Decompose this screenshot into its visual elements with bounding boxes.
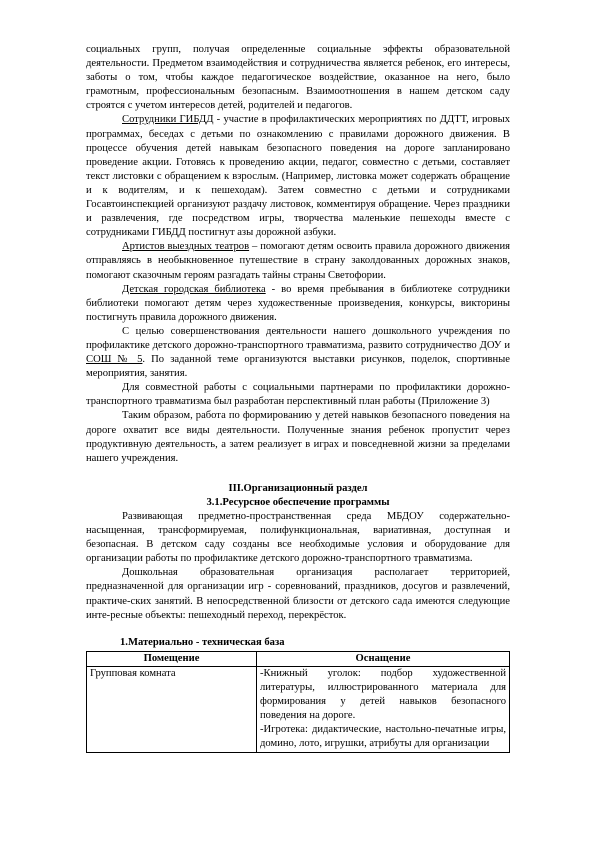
paragraph-theatre-text: – помогают детям освоить правила дорожного движения отправляясь в необыкновенное путешествие в страну заколдованных дорожных знаков, помогают сказочным героям разгадать тайны страны Светофории.: [86, 241, 510, 281]
section-subtitle: 3.1.Ресурсное обеспечение программы: [206, 496, 390, 508]
paragraph-environment: Развивающая предметно-пространственная среда МБДОУ содержательно-насыщенная, трансформируемая, полифункциональная, вариативная, доступная и безопасная. В детском саду созданы все необходимые условия и оборудование для организации работы по профилактике детского дорожно-транспортного травматизма.: [86, 511, 510, 565]
paragraph-library: [86, 283, 510, 325]
partner-school: СОШ № 5: [86, 354, 143, 366]
equipment-table: [86, 651, 510, 753]
paragraph-plan: Для совместной работы с социальными партнерами по профилактики дорожно-транспортного травматизма был разработан перспективный план работы (Приложение 3): [86, 382, 510, 408]
paragraph-territory: Дошкольная образовательная организация располагает территорией, предназначенной для организации игр - соревнований, праздников, досугов и развлечений, практиче-ских занятий. В непосредственной близости от детского сада имеются следующие инте-ресные объекты: пешеходный переход, перекрёсток.: [86, 567, 510, 621]
table-header-room: Помещение: [87, 651, 257, 666]
paragraph-gibdd-text: - участие в профилактических мероприятиях по ДДТТ, игровых программах, беседах с детьми по ознакомлению с правилами дорожного движения. В процессе обучения детей навыкам безопасного поведения на дороге запланировано проведение акции. Готовясь к проведению акции, педагог, совместно с детьми, составляет текст листовки с обращением к взрослым. (Например, листовка может содержать обращение и к водителям, и к пешеходам). Затем совместно с детьми и сотрудниками Госавтоинспекцией организуют раздачу листовок, комментируя обращение. Через праздники и развлечения, где посредством игры, творчества маленькие пешеходы вместе с сотрудниками ГИБДД постигнут азы дорожной азбуки.: [86, 114, 510, 239]
table-title: 1.Материально - техническая база: [120, 636, 285, 648]
paragraph-conclusion: Таким образом, работа по формированию у детей навыков безопасного поведения на дороге охватит все виды деятельности. Полученные знания ребенок пропустит через продуктивную деятельность, а затем реализует в играх и повседневной жизни за пределами нашего учреждения.: [86, 410, 510, 464]
equipment-item: -Книжный уголок: подбор художественной литературы, иллюстрированного материала для формирования у детей навыков безопасного поведения на дороге.: [260, 667, 506, 722]
partner-theatre: Артистов выездных театров: [122, 241, 250, 253]
document-page: [86, 43, 510, 753]
table-cell-equipment: [257, 666, 510, 752]
equipment-item: -Игротека: дидактические, настольно-печатные игры, домино, лото, игрушки, атрибуты для организации: [260, 724, 506, 750]
paragraph-intro: социальных групп, получая определенные социальные эффекты образовательной деятельности. Предметом взаимодействия и сотрудничества является ребенок, его интересы, заботы о том, чтобы каждое педагогическое воздействие, оказанное на него, было грамотным, профессиональным безопасным. Взаимоотношения в нашем детском саду строятся с учетом интересов детей, родителей и педагогов.: [86, 44, 510, 112]
paragraph-school: [86, 325, 510, 381]
paragraph-school-text-a: С целью совершенствования деятельности нашего дошкольного учреждения по профилактике детского дорожно-транспортного травматизма, развито сотрудничество ДОУ и: [86, 325, 510, 351]
table-header-row: [87, 651, 510, 666]
paragraph-library-text: - во время пребывания в библиотеке сотрудники библиотеки помогают детям через художественные произведения, конкурсы, викторины постигнуть правила дорожного движения.: [86, 283, 510, 323]
partner-library: Детская городская библиотека: [122, 283, 266, 295]
paragraph-school-text-b: . По заданной теме организуются выставки рисунков, поделок, спортивные мероприятия, занятия.: [86, 354, 510, 380]
section-title: III.Организационный раздел: [228, 482, 368, 494]
table-cell-room: Групповая комната: [87, 666, 257, 752]
paragraph-gibdd: [86, 113, 510, 240]
table-row: [87, 666, 510, 752]
paragraph-theatre: [86, 240, 510, 282]
table-header-equipment: Оснащение: [257, 651, 510, 666]
partner-gibdd: Сотрудники ГИБДД: [122, 114, 214, 126]
